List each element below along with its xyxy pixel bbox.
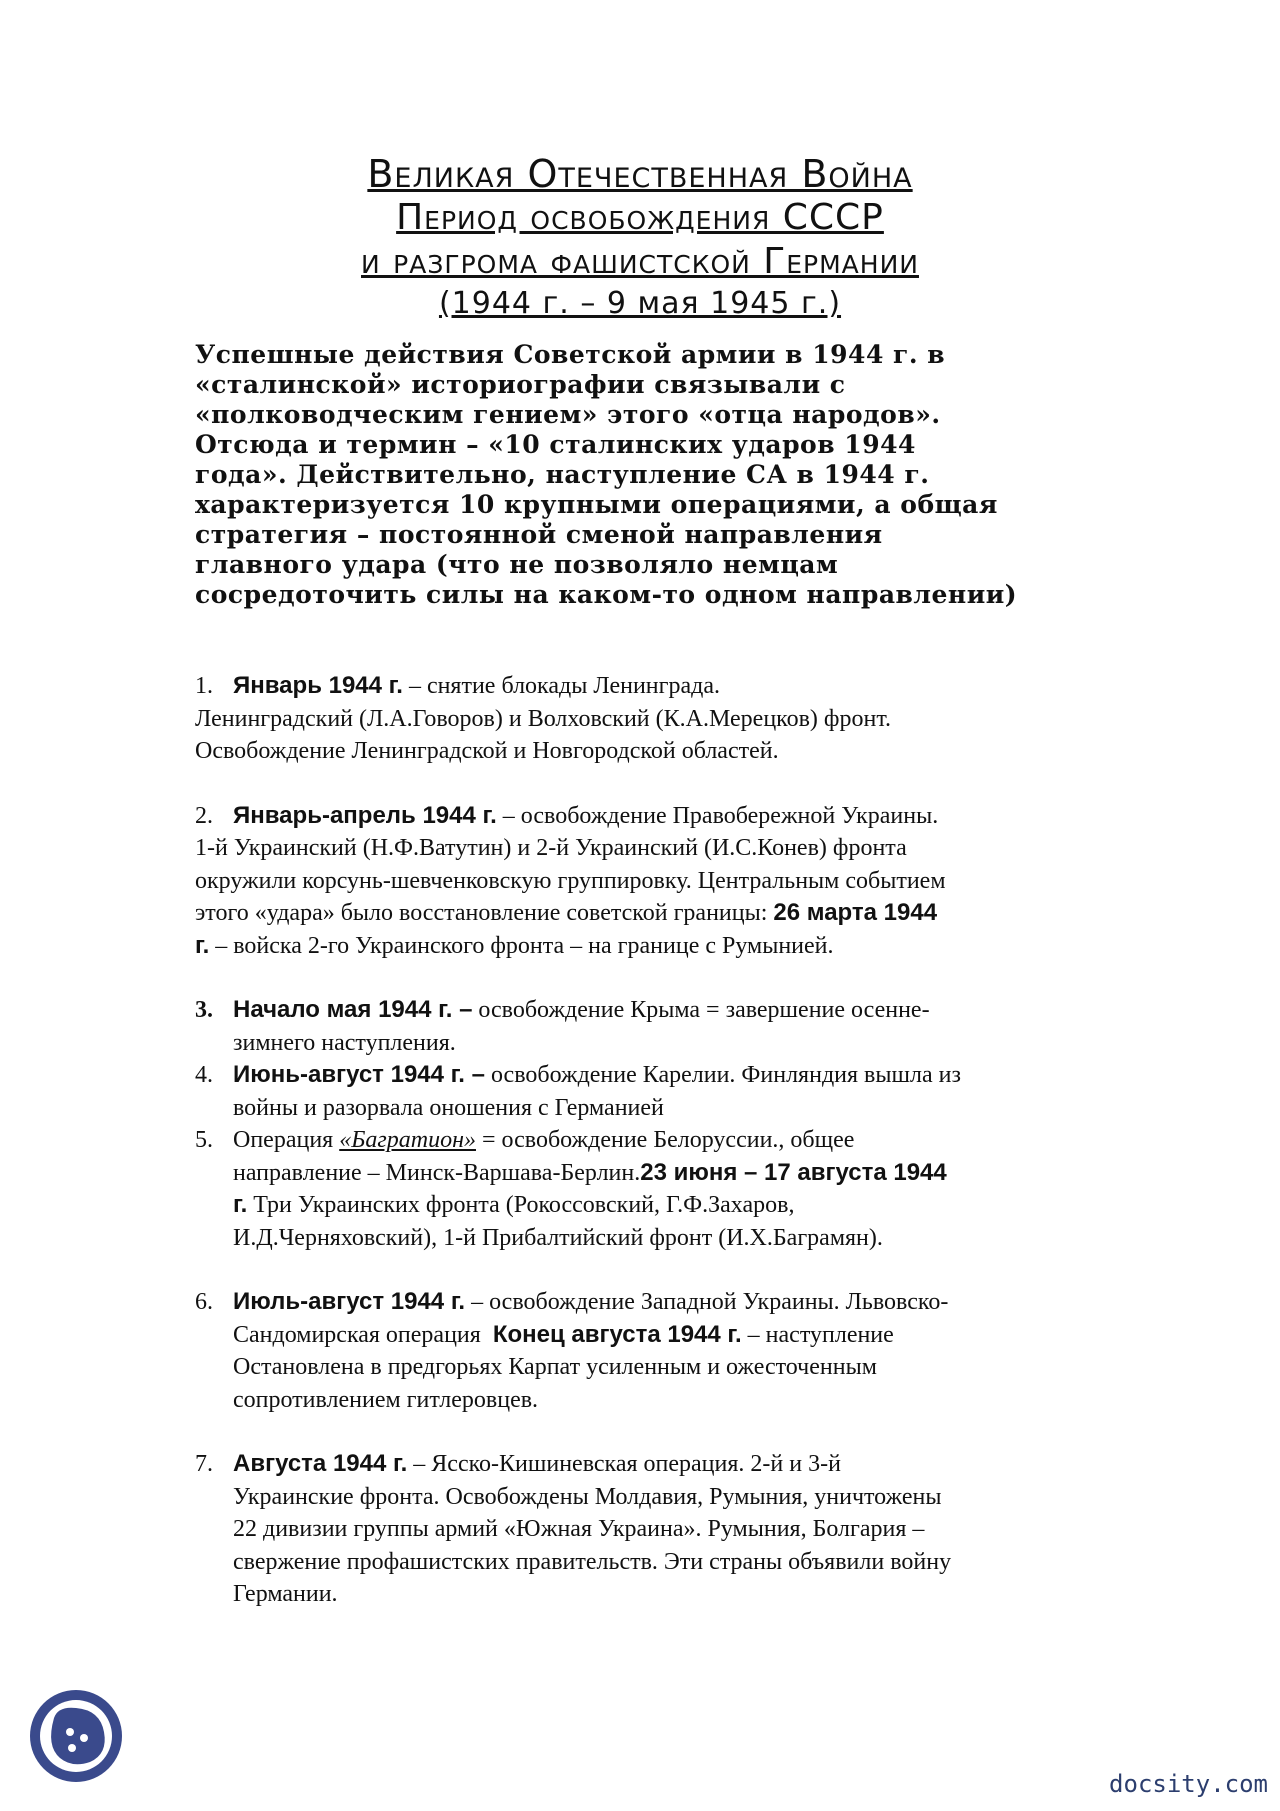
event-number: 1.	[195, 673, 213, 699]
event-text: = освобождение Белоруссии., общее	[475, 1127, 855, 1153]
event-item-3	[195, 994, 1095, 1059]
event-text: – Ясско-Кишиневская операция. 2-й и 3-й	[407, 1451, 841, 1477]
event-text: – освобождение Западной Украины. Львовско-	[465, 1289, 949, 1315]
title-line-3: и разгрома фашистской Германии	[361, 241, 919, 282]
event-text: – войска 2-го Украинского фронта – на границе с Румынией.	[209, 932, 834, 959]
event-text: – освобождение Правобережной Украины.	[496, 802, 939, 829]
event-text: свержение профашистских правительств. Эти страны объявили войну	[233, 1548, 952, 1575]
event-number: 3.	[195, 997, 213, 1023]
event-number: 5.	[195, 1127, 213, 1153]
event-item-4	[195, 1059, 1095, 1124]
intro-line: характеризуется 10 крупными операциями, а общая	[195, 490, 998, 519]
event-text: 1-й Украинский (Н.Ф.Ватутин) и 2-й Украинский (И.С.Конев) фронта	[195, 835, 907, 861]
event-date: г.	[233, 1191, 248, 1218]
event-date: 26 марта 1944	[773, 899, 938, 926]
intro-line: года». Действительно, наступление СА в 1944 г.	[195, 460, 930, 489]
intro-line: сосредоточить силы на каком-то одном направлении)	[195, 580, 1018, 609]
intro-line: «сталинской» историографии связывали с	[195, 370, 846, 399]
event-number: 6.	[195, 1289, 213, 1315]
event-text: Три Украинских фронта (Рокоссовский, Г.Ф.Захаров,	[247, 1192, 795, 1218]
event-text: этого «удара» было восстановление советской границы:	[195, 900, 774, 926]
event-text: освобождение Крыма = завершение осенне-	[472, 997, 930, 1023]
event-item-1	[195, 670, 1095, 768]
event-date: 23 июня – 17 августа 1944	[640, 1158, 947, 1186]
event-text: окружили корсунь-шевченковскую группировку. Центральным событием	[195, 867, 946, 894]
title-line-1: Великая Отечественная Война	[367, 152, 913, 196]
event-text: И.Д.Черняховский), 1-й Прибалтийский фронт (И.Х.Баграмян).	[233, 1224, 883, 1251]
event-item-6	[195, 1286, 1095, 1416]
events-list	[195, 670, 1095, 1611]
event-date: Конец августа 1944 г.	[492, 1320, 742, 1348]
title-line-4: (1944 г. – 9 мая 1945 г.)	[438, 286, 842, 321]
event-text: войны и разорвала оношения с Германией	[233, 1094, 664, 1121]
event-date: Январь-апрель 1944 г.	[233, 801, 497, 829]
docsity-logo-icon	[28, 1688, 124, 1784]
event-text: 22 дивизии группы армий «Южная Украина». Румыния, Болгария –	[233, 1516, 925, 1542]
event-date: Июнь-август 1944 г. –	[233, 1061, 485, 1088]
event-text: направление – Минск-Варшава-Берлин.	[233, 1159, 641, 1186]
event-text: Сандомирская операция	[233, 1321, 493, 1348]
event-text: Украинские фронта. Освобождены Молдавия, Румыния, уничтожены	[233, 1483, 942, 1510]
event-item-2	[195, 800, 1095, 963]
event-number: 2.	[195, 802, 213, 829]
event-item-7	[195, 1448, 1095, 1611]
event-text: Освобождение Ленинградской и Новгородской областей.	[195, 738, 779, 764]
event-item-5	[195, 1124, 1095, 1254]
page-title	[0, 152, 1280, 324]
event-text: зимнего наступления.	[233, 1029, 456, 1056]
event-date: Июль-август 1944 г.	[233, 1288, 466, 1315]
intro-line: Успешные действия Советской армии в 1944 г. в	[195, 340, 946, 369]
event-number: 7.	[195, 1451, 213, 1477]
intro-paragraph	[195, 340, 1095, 610]
event-text: сопротивлением гитлеровцев.	[233, 1386, 539, 1413]
intro-line: главного удара (что не позволяло немцам	[195, 550, 839, 579]
event-text: – наступление	[741, 1321, 894, 1348]
event-date: Начало мая 1944 г. –	[233, 996, 473, 1023]
event-text: Ленинградский (Л.А.Говоров) и Волховский (К.А.Мерецков) фронт.	[195, 705, 891, 732]
event-text: Остановлена в предгорьях Карпат усиленным и ожесточенным	[233, 1354, 877, 1380]
event-date: Январь 1944 г.	[233, 672, 403, 699]
event-number: 4.	[195, 1062, 213, 1088]
event-date: Августа 1944 г.	[233, 1450, 408, 1477]
title-line-2: Период освобождения СССР	[396, 197, 884, 238]
event-text: – снятие блокады Ленинграда.	[402, 673, 720, 699]
intro-line: стратегия – постоянной сменой направления	[195, 520, 883, 549]
operation-name: «Багратион»	[339, 1127, 476, 1153]
watermark[interactable]: docsity.com	[1109, 1770, 1268, 1798]
event-text: Операция	[233, 1127, 340, 1153]
event-date: г.	[195, 931, 210, 959]
intro-line: Отсюда и термин – «10 сталинских ударов 1944	[195, 430, 916, 459]
event-text: освобождение Карелии. Финляндия вышла из	[484, 1062, 961, 1088]
intro-line: «полководческим гением» этого «отца народов».	[195, 400, 941, 429]
event-text: Германии.	[233, 1581, 338, 1607]
